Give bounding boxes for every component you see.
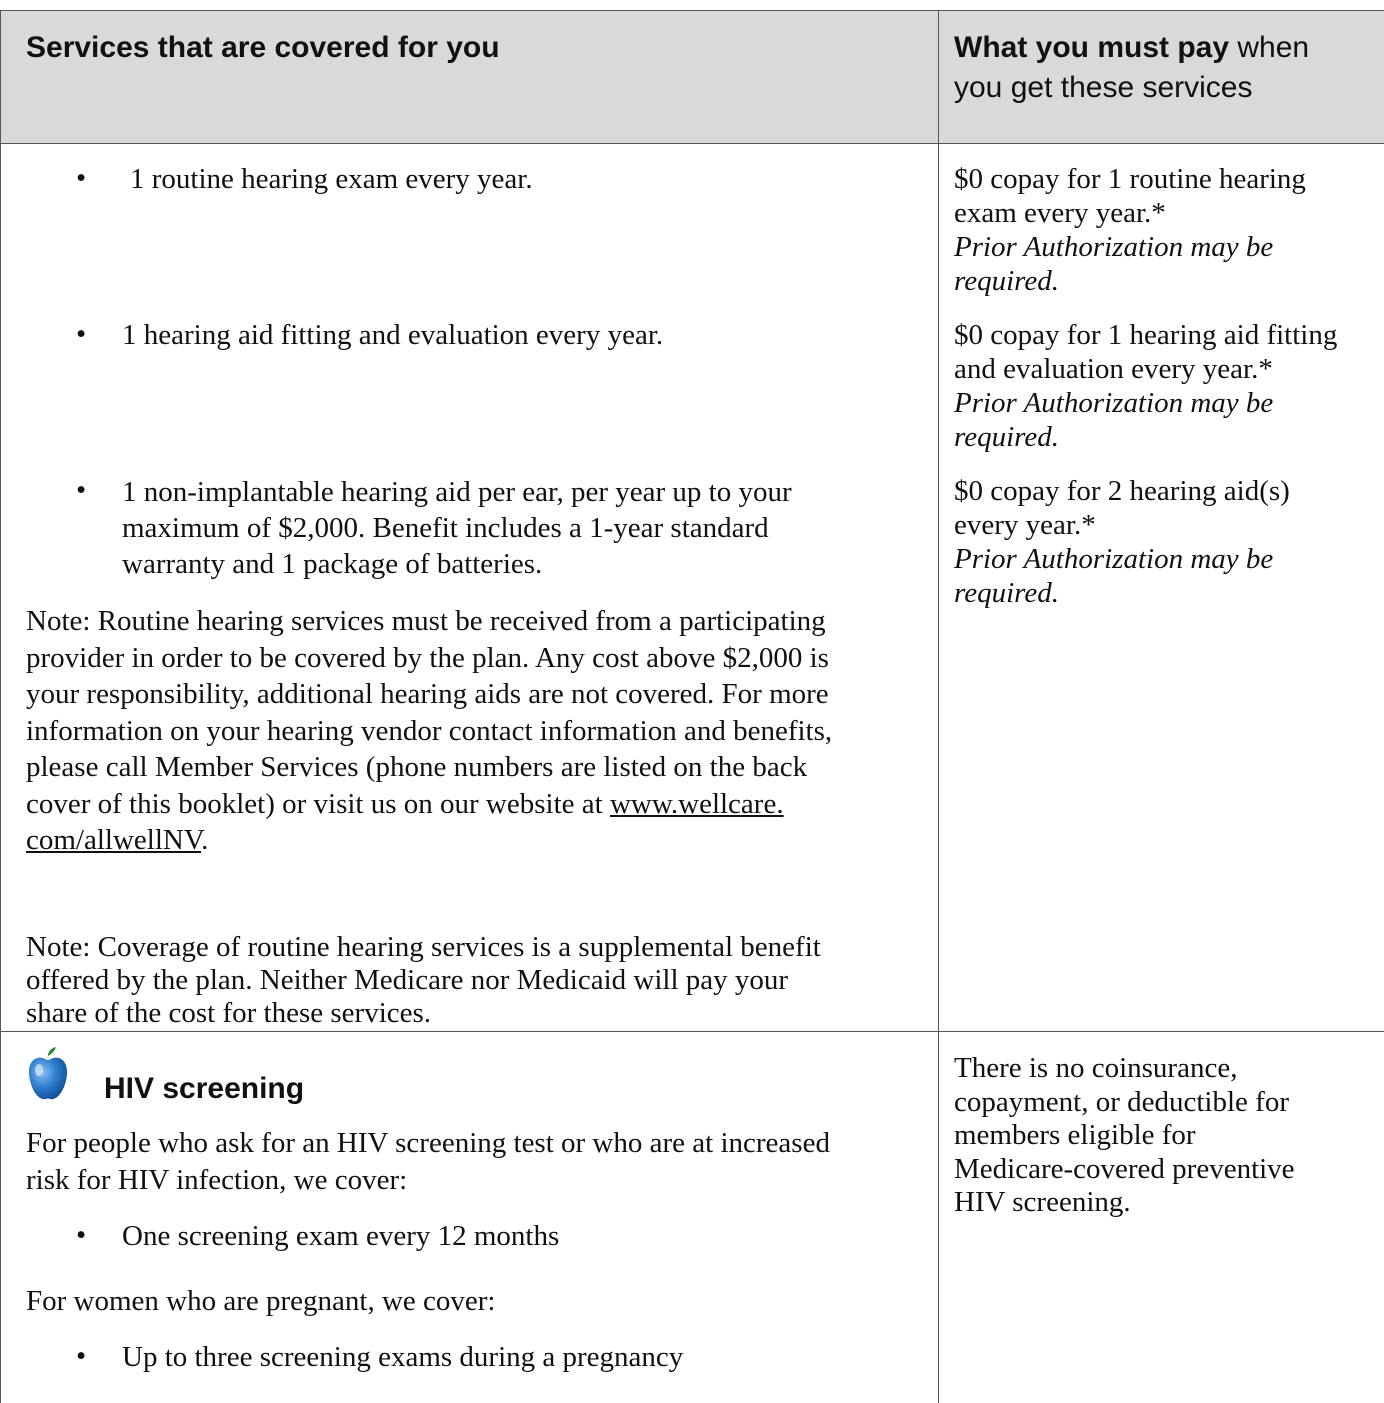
note-text: . — [201, 824, 209, 856]
website-link-part2[interactable]: com/allwellNV — [26, 824, 202, 856]
hearing-item-3-text — [122, 474, 792, 582]
bullet: • — [76, 318, 87, 350]
note-line: information on your hearing vendor contact information and benefits, — [26, 714, 833, 747]
note-line: Note: Coverage of routine hearing services is a supplemental benefit — [26, 931, 821, 963]
rule-left — [0, 10, 1, 1403]
pay-line: every year.* — [954, 509, 1096, 541]
hiv-pregnant-intro: For women who are pregnant, we cover: — [26, 1285, 496, 1317]
header-services: Services that are covered for you — [26, 31, 500, 64]
note-line: please call Member Services (phone numbers are listed on the back — [26, 751, 808, 783]
note-line — [26, 822, 832, 859]
rule-middle — [938, 10, 939, 1403]
prior-auth-line: required. — [954, 577, 1059, 609]
hearing-item-2-text: 1 hearing aid fitting and evaluation every year. — [122, 319, 664, 351]
note-line: provider in order to be covered by the plan. Any cost above $2,000 is — [26, 641, 829, 674]
bullet: • — [76, 1340, 87, 1372]
hearing-item-2-pay — [954, 318, 1337, 454]
prior-auth-line: Prior Authorization may be — [954, 387, 1274, 419]
prior-auth-line: required. — [954, 265, 1059, 297]
note-line: share of the cost for these services. — [26, 997, 432, 1029]
note-text: cover of this booklet) or visit us on our website at — [26, 787, 610, 820]
pay-line: exam every year.* — [954, 197, 1166, 229]
header-payment — [954, 28, 1309, 108]
pay-line: Medicare-covered preventive — [954, 1152, 1295, 1185]
note-line — [26, 786, 832, 823]
text-line: warranty and 1 package of batteries. — [122, 548, 543, 580]
hearing-note-2 — [26, 931, 821, 1030]
header-payment-bold: What you must pay — [954, 31, 1230, 64]
pay-line: HIV screening. — [954, 1186, 1131, 1218]
text-line: For people who ask for an HIV screening test or who are at increased — [26, 1127, 830, 1159]
hiv-pay — [954, 1052, 1295, 1220]
pay-line: copayment, or deductible for — [954, 1085, 1289, 1118]
pay-line: $0 copay for 2 hearing aid(s) — [954, 475, 1290, 507]
bullet: • — [76, 474, 87, 506]
text-line: risk for HIV infection, we cover: — [26, 1164, 408, 1196]
hiv-bullet-2: Up to three screening exams during a pregnancy — [122, 1341, 684, 1373]
bullet: • — [76, 162, 87, 194]
pay-line: $0 copay for 1 hearing aid fitting — [954, 319, 1338, 351]
hiv-intro — [26, 1125, 830, 1199]
hearing-note-1 — [26, 603, 832, 859]
website-link-part1[interactable]: www.wellcare. — [609, 787, 784, 820]
hiv-bullet-1: One screening exam every 12 months — [122, 1220, 560, 1252]
header-payment-rest-1: when — [1229, 31, 1310, 64]
rule-row-divider — [0, 1031, 1384, 1032]
hiv-screening-title: HIV screening — [104, 1072, 305, 1105]
text-line: maximum of $2,000. Benefit includes a 1-year standard — [122, 512, 769, 544]
note-line: offered by the plan. Neither Medicare nor Medicaid will pay your — [26, 964, 789, 996]
rule-top — [0, 10, 1384, 11]
text-line: 1 non-implantable hearing aid per ear, per year up to your — [122, 476, 792, 508]
header-payment-rest-2: you get these services — [954, 71, 1253, 104]
pay-line: There is no coinsurance, — [954, 1052, 1238, 1084]
hearing-item-1-text: 1 routine hearing exam every year. — [130, 163, 533, 195]
hearing-item-3-pay — [954, 474, 1290, 610]
pay-line: and evaluation every year.* — [954, 353, 1273, 385]
apple-icon — [26, 1046, 70, 1104]
note-line: Note: Routine hearing services must be received from a participating — [26, 605, 826, 637]
note-line: your responsibility, additional hearing aids are not covered. For more — [26, 678, 829, 710]
rule-header-bottom — [0, 143, 1384, 144]
prior-auth-line: Prior Authorization may be — [954, 231, 1274, 263]
bullet: • — [76, 1219, 87, 1251]
prior-auth-line: required. — [954, 421, 1059, 453]
pay-line: members eligible for — [954, 1119, 1196, 1151]
pay-line: $0 copay for 1 routine hearing — [954, 163, 1306, 195]
hearing-item-1-pay — [954, 162, 1306, 298]
prior-auth-line: Prior Authorization may be — [954, 543, 1274, 575]
